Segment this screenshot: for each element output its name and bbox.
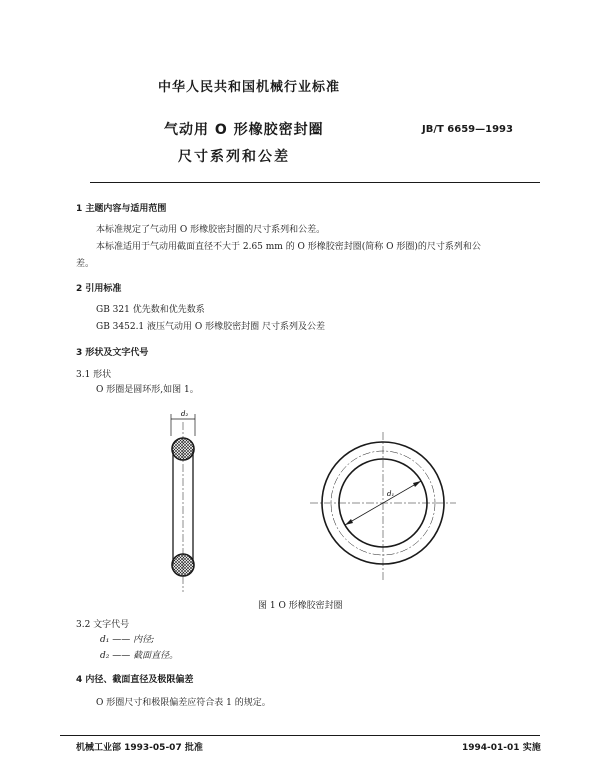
reference-item: GB 321 优先数和优先数系	[96, 305, 205, 315]
approval-date: 机械工业部 1993-05-07 批准	[76, 743, 203, 753]
section1-para2-line1: 本标准适用于气动用截面直径不大于 2.65 mm 的 O 形橡胶密封圈(简称 O 形圈)的尺寸系列和公	[96, 242, 481, 252]
doc-title-line1: 气动用 O 形橡胶密封圈	[164, 122, 324, 138]
code-item: d₂ —— 截面直径。	[100, 651, 179, 661]
code-item: d₁ —— 内径;	[100, 635, 155, 645]
doc-title-line2: 尺寸系列和公差	[178, 149, 290, 165]
section4-heading: 4 内径、截面直径及极限偏差	[76, 675, 194, 685]
standard-number: JB/T 6659—1993	[422, 124, 513, 135]
section1-para1: 本标准规定了气动用 O 形橡胶密封圈的尺寸系列和公差。	[96, 225, 326, 235]
arrow-head	[345, 519, 353, 525]
section1-heading: 1 主题内容与适用范围	[76, 204, 167, 214]
label-d1: d₁	[387, 490, 395, 498]
section3-1-heading: 3.1 形状	[76, 370, 112, 380]
label-d2: d₂	[181, 410, 189, 418]
effective-date: 1994-01-01 实施	[462, 743, 541, 753]
footer-rule	[60, 735, 540, 736]
org-title: 中华人民共和国机械行业标准	[158, 80, 341, 95]
figure-caption: 图 1 O 形橡胶密封圈	[258, 601, 343, 611]
section-circle-bottom	[172, 554, 194, 576]
section3-1-text: O 形圈是圆环形,如图 1。	[96, 385, 199, 395]
section4-text: O 形圈尺寸和极限偏差应符合表 1 的规定。	[96, 698, 271, 708]
ring-cross-section-view	[171, 410, 195, 592]
section1-para2-line2: 差。	[76, 259, 95, 269]
reference-item: GB 3452.1 液压气动用 O 形橡胶密封圈 尺寸系列及公差	[96, 322, 325, 332]
arrow-head	[413, 481, 421, 487]
section3-heading: 3 形状及文字代号	[76, 348, 149, 358]
section3-2-heading: 3.2 文字代号	[76, 620, 130, 630]
section-circle-top	[172, 438, 194, 460]
figure-1	[140, 400, 470, 595]
header-rule	[90, 182, 540, 183]
ring-top-view	[310, 432, 456, 580]
section2-heading: 2 引用标准	[76, 284, 122, 294]
